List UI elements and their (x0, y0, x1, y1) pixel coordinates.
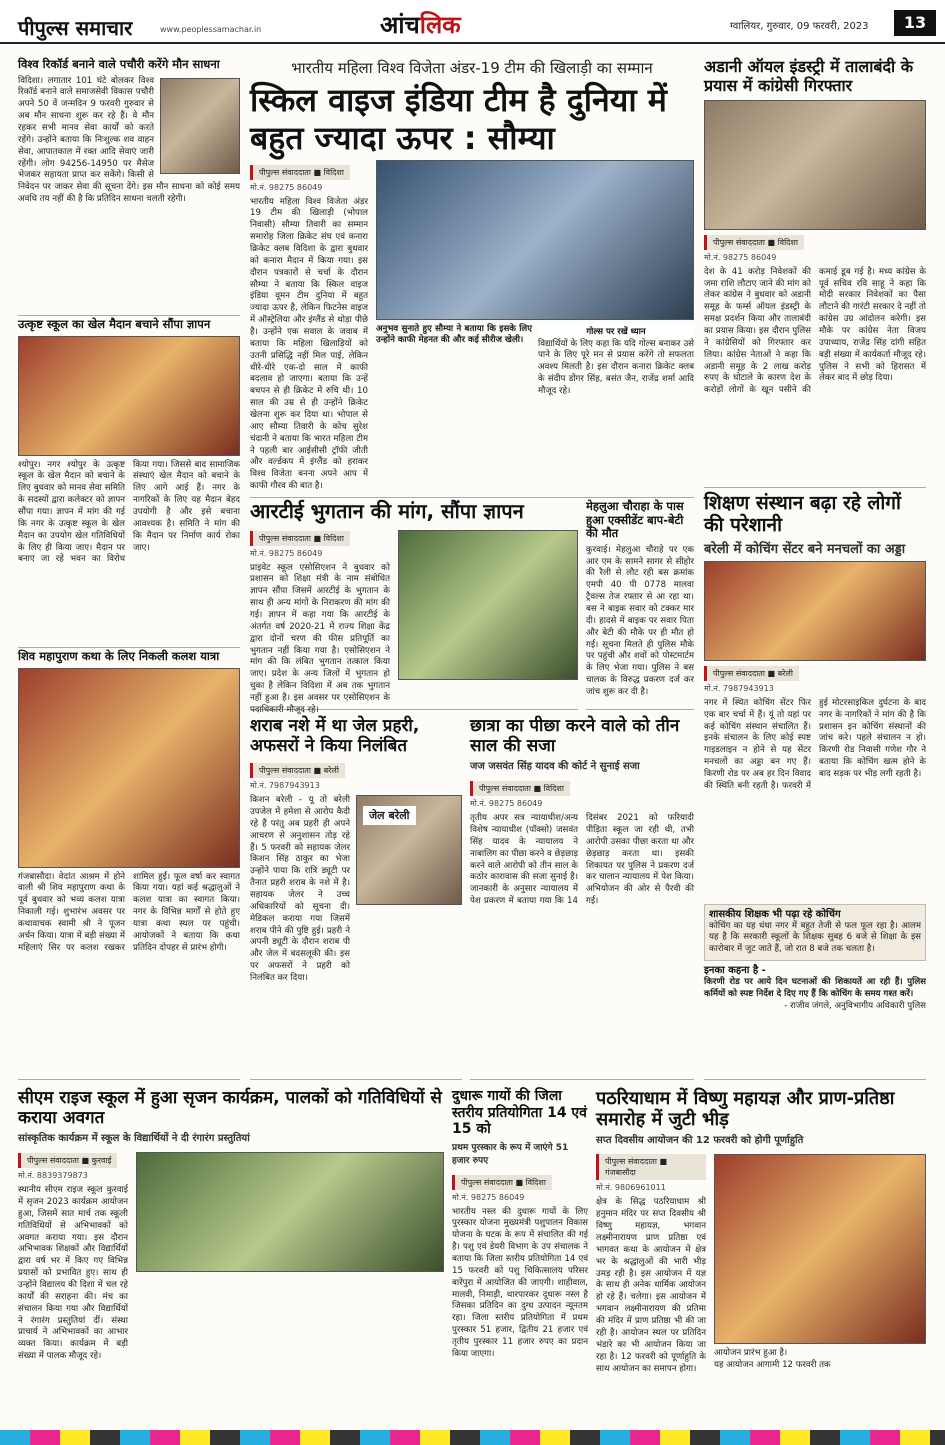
byline-mobile: मो.नं. 9806961011 (596, 1183, 666, 1193)
byline: पीपुल्स संवाददाता ■ विदिशा (250, 531, 350, 546)
section-title-b: लिक (419, 11, 461, 39)
story-coaching (704, 492, 926, 1080)
story-body: क्षेत्र के सिद्ध पठरियाधाम श्री हनुमान मंदिर पर सप्त दिवसीय श्री विष्णु महायज्ञ, भगवान लक्ष्मीनारायण प्राण प्रतिष्ठा एवं भागवत कथा के आयोजन में क्षेत्र भर के श्रद्धालुओं की भारी भीड़ उमड़ रही है। इस आयोजन में यज्ञ के साथ ही अनेक धार्मिक आयोजन हो रहे हैं। चलेगा। इस आयोजन में भगवान लक्ष्मीनारायण की प्रतिमा की मंदिर में प्राण प्रतिष्ठा भी की जा रही है। आयोजन स्थल पर प्रतिदिन भंडारे का भी आयोजन किया जा रहा है। 12 फरवरी को पूर्णाहुति के साथ आयोजन का समापन होगा। (596, 1197, 706, 1374)
byline: पीपुल्स संवाददाता ■ बरेली (704, 666, 799, 681)
story-body: प्राइवेट स्कूल एसोसिएशन ने बुधवार को प्रशासन को शिक्षा मंत्री के नाम संबोधित ज्ञापन सौंपा जिसमें आरटीई के भुगतान के साथ ही अन्य मांगों के निराकरण की मांग की गई। ज्ञापन में कहा गया कि आरटीई के अंतर्गत वर्ष 2020-21 में राज्य शिक्षा केंद्र द्वारा दोनों चरण की फीस प्रतिपूर्ति का भुगतान नहीं किया गया है। एसोसिएशन ने मांग की कि लंबित भुगतान तत्काल किया जाए। प्रदेश के अन्य जिलों में भुगतान हो चुका है लेकिन विदिशा में अब तक भुगतान नहीं हुआ है। इस अवसर पर एसोसिएशन के पदाधिकारी मौजूद रहे। (250, 562, 390, 715)
quote-box (704, 965, 926, 1012)
story-body: भारतीय महिला विश्व विजेता अंडर 19 टीम की खिलाड़ी (भोपाल निवासी) सौम्या तिवारी का सम्मान समारोह जिला क्रिकेट संघ एवं कनारा क्रिकेट क्लब विदिशा के द्वारा बुधवार को कनारा मैदान में किया गया। इस दौरान पत्रकारों से चर्चा के दौरान सौम्या ने बताया कि स्किल वाइज इंडिया वूमन टीम दुनिया में बहुत ज्यादा ऊपर है, लेकिन फिटनेस वाइज में ऑस्ट्रेलिया और इंग्लैंड से थोड़ा पीछे है। उन्होंने एक सवाल के जवाब में बताया कि महिला खिलाड़ियों को उतनी प्रसिद्धि नहीं मिल पाई, लेकिन धीरे-धीरे एक-दो साल में काफी बदलाव हो जाएगा। बताया कि उन्हें बचपन से ही क्रिकेट में रुचि थी। 10 साल की उम्र से ही उन्होंने क्रिकेट खेलना शुरू कर दिया था। भोपाल से आए सौम्या तिवारी के कोच सुरेश चंदानी ने बताया कि भारत महिला टीम ने पहली बार आईसीसी ट्रॉफी जीती और वर्ल्डकप में इंग्लैंड को हराकर विश्व विजेता बनना अपने आप में काफी गौरव की बात है। (250, 196, 368, 492)
headline: दुधारू गायों की जिला स्तरीय प्रतियोगिता 14 एवं 15 को (452, 1088, 587, 1138)
brand-logo: पीपुल्स समाचार (18, 16, 133, 40)
story-body: स्थानीय सीएम राइज स्कूल कुरवाई में सृजन 2023 कार्यक्रम आयोजन हुआ, जिसमें सात मार्च तक स्कूली गतिविधियों से अभिभावकों को अवगत कराया गया। इस दौरान अभिभावक शिक्षकों और विद्यार्थियों द्वारा वर्ष भर में किए गए विभिन्न प्रयासों को प्रभावित हुए। साथ ही उन्होंने विद्यालय की दिशा में चल रहे कार्यों की सराहना की। मंच का संचालन किया गया और विद्यार्थियों ने रंगारंग प्रस्तुतियां दीं। संस्था प्राचार्य ने अभिभावकों का आभार व्यक्त किया। कार्यक्रम में बड़ी संख्या में पालक मौजूद रहे। (18, 1185, 128, 1362)
section-title-a: आंच (380, 11, 420, 39)
page-number: 13 (894, 10, 936, 36)
story-soumya (250, 58, 694, 498)
quote-body: किरणी रोड पर आये दिन घटनाओं की शिकायतें आ रही हैं। पुलिस कर्मियों को स्पष्ट निर्देश दे दिए गए हैं कि कोचिंग के समय गश्त करें। (704, 976, 926, 999)
story-body: गंजबासौदा। वेदांत आश्रम में होने वाली श्री शिव महापुराण कथा के पूर्व बुधवार को भव्य कलश यात्रा निकाली गई। शुभारंभ अवसर पर कथावाचक स्वामी श्री ने पूजन अर्चन किया। यात्रा में बड़ी संख्या में महिलाएं सिर पर कलश रखकर शामिल हुईं। फूल वर्षा कर स्वागत किया गया। यहां कई श्रद्धालुओं ने कलश यात्रा का स्वागत किया। नगर के विभिन्न मार्गों से होते हुए यात्रा कथा स्थल पर पहुंची। आयोजकों ने बताया कि कथा प्रतिदिन दोपहर से प्रारंभ होगी। (18, 871, 240, 953)
byline-mobile: मो.नं. 98275 86049 (470, 799, 543, 809)
photo-felicitation (376, 160, 694, 320)
photo-caption-b: यह आयोजन आगामी 12 फरवरी तक (714, 1360, 831, 1371)
deck: सप्त दिवसीय आयोजन की 12 फरवरी को होगी पूर्णाहुति (596, 1135, 804, 1147)
story-body: किशन बरेली - यू तो बरेली उपजेल में हमेशा से आरोप कैदी रहे हैं परंतु अब प्रहरी ही अपने आचरण से अनुशासन तोड़ रहे हैं। 5 फरवरी को सहायक जेलर किशन सिंह ठाकुर का भेजा उन्होंने पाया कि रात्रि ड्यूटी पर तैनात प्रहरी शराब के नशे में है। सहायक जेलर ने उच्च अधिकारियों को सूचना दी। मेडिकल कराया गया जिसमें शराब पीने की पुष्टि हुई। प्रहरी ने अपनी ड्यूटी के दौरान शराब पी और जेल में बदसलूकी की। इस पर अफसरों ने प्रहरी को निलंबित कर दिया। (250, 795, 350, 983)
photo-students (136, 1152, 444, 1272)
byline-mobile: मो.नं. 7987943913 (704, 683, 774, 693)
headline: विश्व रिकॉर्ड बनाने वाले पचौरी करेंगे मौन साधना (18, 57, 220, 71)
deck: बरेली में कोचिंग सेंटर बने मनचलों का अड्डा (704, 541, 906, 557)
section-title (380, 8, 461, 41)
photo-procession (18, 668, 240, 868)
byline: पीपुल्स संवाददाता ■ विदिशा (250, 165, 350, 180)
sidebox-body: कोचिंग का यह धंधा नगर में बहुत तेजी से फल फूल रहा है। आलम यह है कि सरकारी स्कूलों के शिक्षक सुबह 6 बजे से शिक्षा के इस कारोबार में जुट जाते हैं, जो रात 8 बजे तक चलता है। (709, 920, 921, 955)
headline: छात्रा का पीछा करने वाले को तीन साल की सजा (470, 716, 680, 757)
byline-mobile: मो.नं. 98275 86049 (250, 548, 323, 558)
sidebox (704, 904, 926, 961)
story-body: भारतीय नस्ल की दुधारू गायों के लिए पुरस्कार योजना मुख्यमंत्री पशुपालन विकास योजना के घटक के रूप में संचालित की गई है। पशु एवं डेयरी विभाग के उप संचालक ने बताया कि जिला स्तरीय प्रतियोगिता 14 एवं 15 फरवरी को पशु चिकित्सालय परिसर बारेंपुरा में आयोजित की जाएगी। शाहीवाल, मालवी, निमाड़ी, थारपारकर दुधारू नस्ल है जिसका प्रतिदिन का दुग्ध उत्पादन न्यूनतम रहा। जिला स्तरीय प्रतियोगिता में प्रथम पुरस्कार 51 हजार, द्वितीय 21 हजार एवं तृतीय पुरस्कार 11 हजार रुपए का प्रदान किया जाएगा। (452, 1206, 588, 1359)
story-body: नगर में स्थित कोचिंग सेंटर फिर एक बार चर्चा में हैं। यूं तो यहां पर कई कोचिंग संस्थान संचालित हैं। इनके संचालन के लिए कोई स्पष्ट गाइडलाइन न होने से यह सेंटर मनचलों का अड्डा बन गए हैं। किरणी रोड पर अब हर दिन विवाद की स्थिति बनी रहती है। फरवरी में हुई मोटरसाइकिल दुर्घटना के बाद नगर के नागरिकों ने मांग की है कि प्रशासन इन कोचिंग संस्थानों की जांच करे। पहले संचालन न हो। किरणी रोड निवासी गणेश गौर ने बताया कि कोचिंग खत्म होने के बाद सड़क पर भीड़ लगी रहती है। (704, 697, 926, 791)
headline: स्किल वाइज इंडिया टीम है दुनिया में बहुत ज्यादा ऊपर : सौम्या (250, 81, 667, 157)
story-chhatra (470, 716, 694, 1080)
photo-arrest (704, 100, 926, 230)
byline: पीपुल्स संवाददाता ■ बरेली (250, 763, 345, 778)
byline: पीपुल्स संवाददाता ■ कुरवाई (18, 1153, 117, 1168)
story-school-ground (18, 318, 240, 648)
side-caption: गोल्स पर रखें ध्यान (538, 324, 694, 339)
story-pathariya (596, 1088, 926, 1426)
photo-yagna (714, 1154, 926, 1344)
photo-memorandum (398, 530, 578, 680)
quote-by: - राजीव जंगले, अनुविभागीय अधिकारी पुलिस (784, 1000, 926, 1011)
headline: शिक्षण संस्थान बढ़ा रहे लोगों की परेशानी (704, 492, 901, 537)
story-body: कुरवाई। मेहलुआ चौराहे पर एक आर एम के सामने सागर से सीहोर की रैली से लौट रही बस क्रमांक एमपी 40 पी 0778 मालवा ट्रैवल्स तेज रफ्तार से आ रहा था। बस ने बाइक सवार को टक्कर मार दी। हादसे में बाइक पर सवार पिता और बेटी की मौके पर ही मौत हो गई। सूचना मिलते ही पुलिस मौके पर पहुंची और शवों को पोस्टमार्टम के लिए भेजा गया। पुलिस ने बस चालक के विरुद्ध प्रकरण दर्ज कर जांच शुरू कर दी है। (586, 544, 694, 697)
story-cattle (452, 1088, 588, 1426)
byline-mobile: मो.नं. 7987943913 (250, 781, 320, 791)
side-body: विद्यार्थियों के लिए कहा कि यदि गोल्स बनाकर उसे पाने के लिए पूरे मन से प्रयास करेंगे तो सफलता अवश्य मिलती है। इस दौरान कनारा क्रिकेट क्लब के संदीप डोंगर सिंह, बसंत जैन, राजेंद्र शर्मा आदि मौजूद रहे। (538, 338, 694, 396)
story-accident (586, 500, 694, 710)
headline: आरटीई भुगतान की मांग, सौंपा ज्ञापन (250, 499, 524, 523)
brand-url[interactable]: www.peoplessamachar.in (160, 25, 262, 34)
headline: अडानी ऑयल इंडस्ट्री में तालाबंदी के प्रयास में कांग्रेसी गिरफ्तार (704, 57, 914, 95)
print-color-strip (0, 1430, 945, 1445)
dateline: ग्वालियर, गुरुवार, 09 फरवरी, 2023 (730, 21, 869, 32)
headline: शिव महापुराण कथा के लिए निकली कलश यात्रा (18, 649, 220, 663)
deck: जज जसवंत सिंह यादव की कोर्ट ने सुनाई सजा (470, 761, 640, 773)
byline: पीपुल्स संवाददाता ■ विदिशा (704, 235, 804, 250)
headline: सीएम राइज स्कूल में हुआ सृजन कार्यक्रम, पालकों को गतिविधियों से कराया अवगत (18, 1088, 442, 1129)
photo-caption: अनुभव सुनाते हुए सौम्या ने बताया कि इसके लिए उन्होंने काफी मेहनत की और कई सीरीज खेली। (376, 323, 532, 346)
masthead (0, 0, 945, 44)
jail-signboard: जेल बरेली (363, 806, 416, 825)
story-kalash-yatra (18, 650, 240, 1080)
story-rte (250, 499, 578, 715)
kicker: भारतीय महिला विश्व विजेता अंडर-19 टीम की खिलाड़ी का सम्मान (291, 59, 653, 77)
story-body: श्योपुर। नगर श्योपुर के उत्कृष्ट स्कूल के खेल मैदान को बचाने के लिए बुधवार को मानव सेवा समिति के सदस्यों द्वारा कलेक्टर को ज्ञापन सौंपा गया। ज्ञापन में मांग की गई कि नगर के उत्कृष्ट स्कूल के खेल मैदान का उपयोग खेल गतिविधियों के लिए ही किया जाए। मैदान पर बनाए जा रहे भवन का विरोध किया गया। जिससे बाद सामाजिक संस्थाएं खेल मैदान को बचाने के लिए आगे आई हैं। नगर के नागरिकों के लिए यह मैदान बेहद उपयोगी है और इसे बचाना आवश्यक है। समिति ने मांग की कि मैदान पर निर्माण कार्य रोका जाए। (18, 459, 240, 565)
story-liquor (250, 716, 462, 1080)
byline: पीपुल्स संवाददाता ■ विदिशा (470, 781, 570, 796)
quote-title: इनका कहना है - (704, 965, 766, 977)
byline-mobile: मो.नं. 98275 86049 (704, 252, 777, 262)
story-body: देश के 41 करोड़ निवेशकों की जमा राशि लौटाए जाने की मांग को लेकर कांग्रेस ने बुधवार को अडानी समूह के फर्म्स ऑयल इंडस्ट्री के समक्ष प्रदर्शन किया और तालाबंदी का प्रयास किया। इस दौरान पुलिस ने कांग्रेसियों को गिरफ्तार कर लिया। कांग्रेस नेताओं ने कहा कि अडानी समूह के 2 लाख करोड़ रुपए के घोटाले के कारण देश के करोड़ों लोगों के खून पसीने की कमाई डूब गई है। मध्य कांग्रेस के पूर्व सचिव रवि साहू ने कहा कि मोदी सरकार निवेशकों का पैसा लौटाने की गारंटी सरकार दे नहीं तो कांग्रेस उग्र आंदोलन करेगी। इस मौके पर कांग्रेस नेता विजय उपाध्याय, राजेंद्र सिंह दांगी सहित बड़ी संख्या में कार्यकर्ता मौजूद रहे। पुलिस ने सभी को हिरासत में लेकर बाद में छोड़ दिया। (704, 266, 926, 396)
byline: पीपुल्स संवाददाता ■ गंजबासौदा (596, 1154, 706, 1180)
deck: प्रथम पुरस्कार के रूप में जाएंगे 51 हजार रुपए (452, 1142, 569, 1166)
headline: मेहलुआ चौराहा के पास हुआ एक्सीडेंट बाप-बेटी की मौत (586, 499, 684, 541)
byline: पीपुल्स संवाददाता ■ विदिशा (452, 1175, 552, 1190)
photo-caption-a: आयोजन प्रारंभ हुआ है। (714, 1348, 788, 1359)
story-cm-rise (18, 1088, 444, 1426)
photo-jail (356, 795, 462, 905)
byline-mobile: मो.नं. 8839379873 (18, 1171, 88, 1181)
byline-mobile: मो.नं. 98275 86049 (250, 182, 323, 192)
deck: सांस्कृतिक कार्यक्रम में स्कूल के विद्यार्थियों ने दी रंगारंग प्रस्तुतियां (18, 1133, 250, 1145)
headline: उत्कृष्ट स्कूल का खेल मैदान बचाने सौंपा ज्ञापन (18, 317, 211, 331)
sidebox-title: शासकीय शिक्षक भी पढ़ा रहे कोचिंग (709, 908, 841, 920)
headline: शराब नशे में था जेल प्रहरी, अफसरों ने किया निलंबित (250, 716, 420, 757)
story-body: तृतीय अपर सत्र न्यायाधीश/अन्य विशेष न्यायाधीश (पॉक्सो) जसवंत सिंह यादव के न्यायालय ने नाबालिग का पीछा करने व छेड़छाड़ करने वाले आरोपी को तीन साल के कठोर कारावास की सजा सुनाई है। जानकारी के अनुसार न्यायालय में पेश प्रकरण में बताया गया कि 14 दिसंबर 2021 को फरियादी पीड़िता स्कूल जा रही थी, तभी आरोपी उसका पीछा करता था और छेड़छाड़ करता था। इसकी शिकायत पर पुलिस ने प्रकरण दर्ज कर चालान न्यायालय में पेश किया। अभियोजन की ओर से पैरवी की गई। (470, 813, 694, 907)
story-adani (704, 58, 926, 488)
byline-mobile: मो.नं. 98275 86049 (452, 1192, 525, 1202)
photo-portrait (160, 78, 240, 174)
story-body: विदिशा। लगातार 101 घंटे बोलकर विश्व रिकॉर्ड बनाने वाले समाजसेवी विकास पचौरी अपने 50 वें जन्मदिन 9 फरवरी गुरुवार से अब मौन साधना शुरू कर रहे हैं। वे मौन रहकर सभी मानव सेवा कार्यों को करते रहेंगे। उन्होंने बताया कि निःशुल्क शव वाहन सेवा, आपातकाल में रक्त आदि सेवाएं जारी रहेंगी। लोग 94256-14950 पर मैसेज भेजकर सहायता प्राप्त कर सकेंगे। किसी से निवेदन पर जाकर सेवा की सूचना देंगे। इस मौन साधना को कोई समय अवधि तय नहीं की है कि प्रतिदिन साधना चलती रहेगी। (18, 75, 240, 205)
headline: पठरियाधाम में विष्णु महायज्ञ और प्राण-प्रतिष्ठा समारोह में जुटी भीड़ (596, 1088, 895, 1131)
story-mauna-sadhana (18, 58, 240, 316)
photo-group (18, 336, 240, 456)
photo-coaching-center (704, 561, 926, 661)
